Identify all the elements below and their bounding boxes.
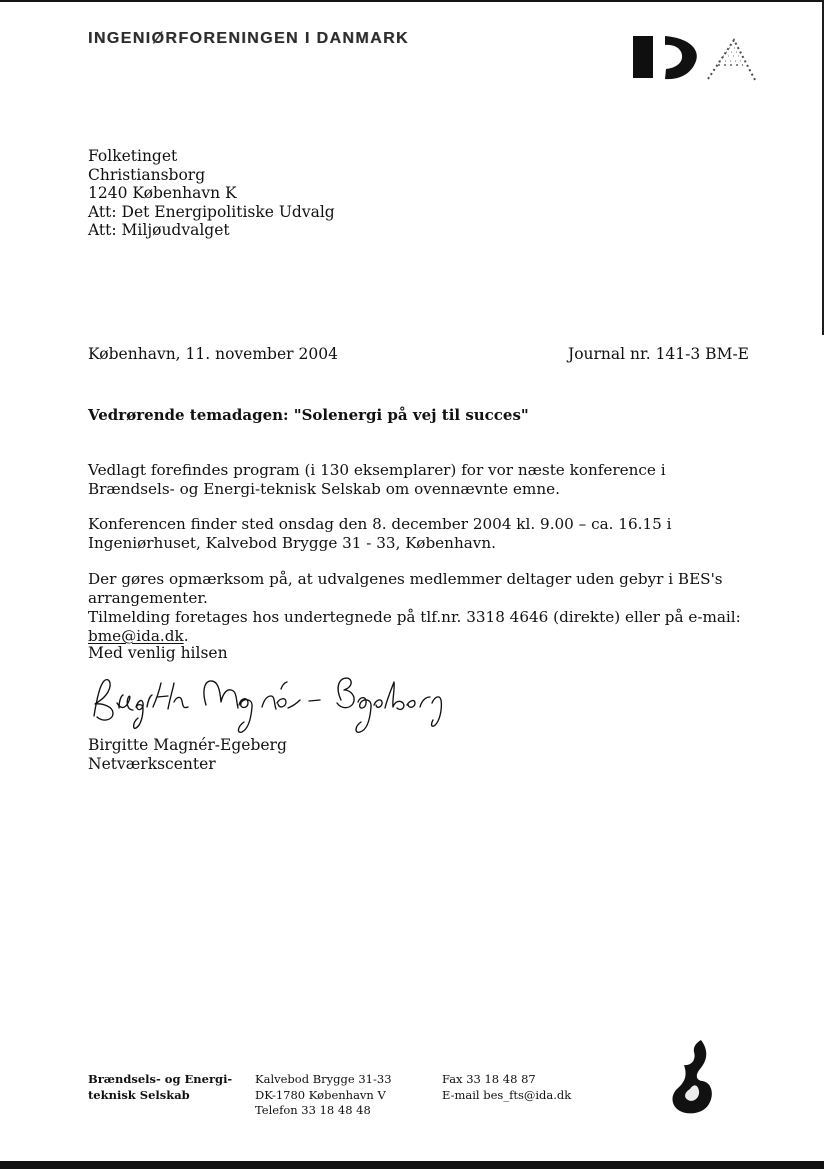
footer-org-line: teknisk Selskab xyxy=(88,1087,190,1102)
recipient-line: Att: Miljøudvalget xyxy=(88,221,230,239)
footer-address-line: Telefon 33 18 48 48 xyxy=(255,1103,371,1117)
recipient-line: Folketinget xyxy=(88,147,178,165)
footer-org-line: Brændsels- og Energi- xyxy=(88,1072,233,1086)
registration-contact-text: Tilmelding foretages hos undertegnede på tlf.nr. 3318 4646 (direkte) eller på e-mail: xyxy=(88,608,741,626)
footer-address-line: DK-1780 København V xyxy=(255,1087,386,1102)
contact-email-link[interactable]: bme@ida.dk xyxy=(88,627,184,645)
letter-subject: Vedrørende temadagen: "Solenergi på vej til succes" xyxy=(88,406,529,424)
body-paragraph-registration xyxy=(88,570,753,646)
flame-logo xyxy=(670,1038,718,1118)
recipient-line: 1240 København K xyxy=(88,184,237,202)
footer-contact-line: E-mail bes_fts@ida.dk xyxy=(442,1087,572,1102)
footer-organization xyxy=(88,1072,232,1103)
letter-date: København, 11. november 2004 xyxy=(88,345,338,363)
journal-number: Journal nr. 141-3 BM-E xyxy=(567,345,749,363)
signer-name: Birgitte Magnér-Egeberg xyxy=(88,736,287,754)
signer-details xyxy=(88,736,287,773)
footer-contact xyxy=(442,1072,571,1103)
footer-contact-line: Fax 33 18 48 87 xyxy=(442,1072,536,1086)
organization-wordmark: INGENIØRFORENINGEN I DANMARK xyxy=(88,30,409,47)
scan-top-edge xyxy=(0,0,824,2)
handwritten-signature xyxy=(88,665,458,745)
registration-note: Der gøres opmærksom på, at udvalgenes medlemmer deltager uden gebyr i BES's arrangementer. xyxy=(88,570,723,607)
recipient-address xyxy=(88,147,335,240)
signer-department: Netværkscenter xyxy=(88,754,216,773)
closing-salutation: Med venlig hilsen xyxy=(88,644,228,662)
scan-bottom-edge xyxy=(0,1161,824,1169)
ida-logo xyxy=(630,30,760,88)
body-paragraph-conference: Konferencen finder sted onsdag den 8. december 2004 kl. 9.00 – ca. 16.15 i Ingeniørhuset, Kalvebod Brygge 31 - 33, København. xyxy=(88,515,672,552)
recipient-line: Christiansborg xyxy=(88,165,206,184)
body-paragraph-program: Vedlagt forefindes program (i 130 eksemplarer) for vor næste konference i Brændsels- og Energi-teknisk Selskab om ovennævnte emne. xyxy=(88,461,666,498)
registration-contact-end: . xyxy=(183,627,189,645)
footer-address-line: Kalvebod Brygge 31-33 xyxy=(255,1072,392,1086)
recipient-line: Att: Det Energipolitiske Udvalg xyxy=(88,202,335,221)
footer-address xyxy=(255,1072,392,1119)
registration-contact-line xyxy=(88,608,753,646)
